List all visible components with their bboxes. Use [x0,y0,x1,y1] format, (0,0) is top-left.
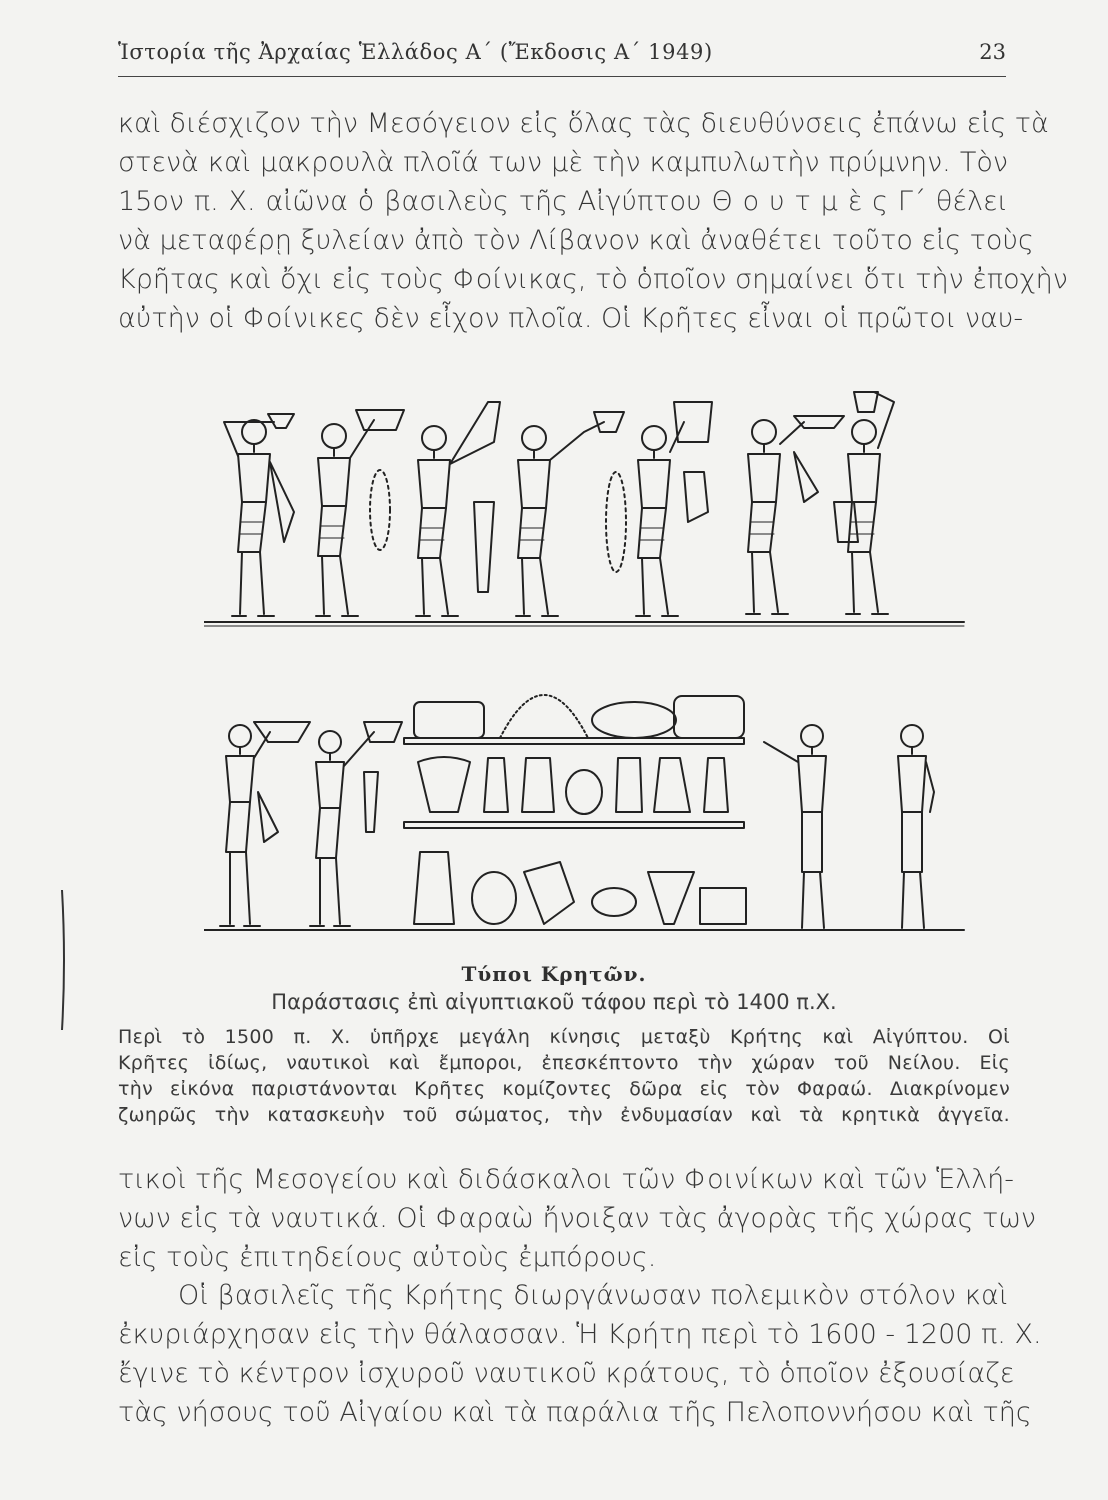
figure-caption-title: Τύποι Κρητῶν. [461,962,647,986]
caption-line: Κρῆτες ἰδίως, ναυτικοὶ καὶ ἔμποροι, ἐπεσκέπτοντο τὴν χώραν τοῦ Νείλου. Εἰς [118,1052,1010,1074]
cretan-procession-illustration [204,372,974,632]
text-line: τὰς νήσους τοῦ Αἰγαίου καὶ τὰ παράλια τῆς Πελοποννήσου καὶ τῆς [118,1397,1032,1428]
caption-line: ζωηρῶς τὴν κατασκευὴν τοῦ σώματος, τὴν ἐνδυμασίαν καὶ τὰ κρητικὰ ἀγγεῖα. [118,1104,1010,1126]
text-line: αὐτὴν οἱ Φοίνικες δὲν εἶχον πλοῖα. Οἱ Κρῆτες εἶναι οἱ πρῶτοι ναυ- [118,303,1024,334]
text-line: νὰ μεταφέρῃ ξυλείαν ἀπὸ τὸν Λίβανον καὶ ἀναθέτει τοῦτο εἰς τοὺς [118,225,1034,256]
header-title: Ἱστορία τῆς Ἀρχαίας Ἑλλάδος Α΄ (Ἔκδοσις Α΄ 1949) [118,40,713,64]
text-line: ἔγινε τὸ κέντρον ἰσχυροῦ ναυτικοῦ κράτους, τὸ ὁποῖον ἐξουσίαζε [118,1358,1015,1389]
bottom-paragraph-2 [118,1276,1042,1432]
running-header [118,36,1006,77]
figure-caption-text [118,1024,1010,1128]
text-line: Οἱ βασιλεῖς τῆς Κρήτης διωργάνωσαν πολεμικὸν στόλον καὶ [178,1280,1008,1311]
page-number: 23 [979,40,1006,64]
caption-line: τὴν εἰκόνα παριστάνονται Κρῆτες κομίζοντες δῶρα εἰς τὸν Φαραώ. Διακρίνομεν [118,1078,1010,1100]
top-paragraph [118,104,1068,338]
figure-caption-subtitle: Παράστασις ἐπὶ αἰγυπτιακοῦ τάφου περὶ τὸ 1400 π.Χ. [271,990,837,1014]
text-line: Κρῆτας καὶ ὄχι εἰς τοὺς Φοίνικας, τὸ ὁποῖον σημαίνει ὅτι τὴν ἐποχὴν [118,264,1068,295]
text-line: καὶ διέσχιζον τὴν Μεσόγειον εἰς ὅλας τὰς διευθύνσεις ἐπάνω εἰς τὰ [118,108,1049,139]
text-line: 15ον π. Χ. αἰῶνα ὁ βασιλεὺς τῆς Αἰγύπτου Θ ο υ τ μ ὲ ς Γ΄ θέλει [118,186,1008,217]
cretan-gifts-illustration [204,662,974,940]
text-line: νων εἰς τὰ ναυτικά. Οἱ Φαραὼ ἤνοιξαν τὰς ἀγορὰς τῆς χώρας των [118,1203,1037,1234]
text-line: στενὰ καὶ μακρουλὰ πλοῖά των μὲ τὴν καμπυλωτὴν πρύμνην. Τὸν [118,147,1008,178]
bottom-paragraph-1 [118,1160,1037,1277]
caption-line: Περὶ τὸ 1500 π. Χ. ὑπῆρχε μεγάλη κίνησις μεταξὺ Κρήτης καὶ Αἰγύπτου. Οἱ [118,1026,1010,1048]
text-line: τικοὶ τῆς Μεσογείου καὶ διδάσκαλοι τῶν Φοινίκων καὶ τῶν Ἑλλή- [118,1164,1015,1195]
text-line: ἐκυριάρχησαν εἰς τὴν θάλασσαν. Ἡ Κρήτη περὶ τὸ 1600 - 1200 π. Χ. [118,1319,1042,1350]
text-line: εἰς τοὺς ἐπιτηδείους αὐτοὺς ἐμπόρους. [118,1242,657,1273]
